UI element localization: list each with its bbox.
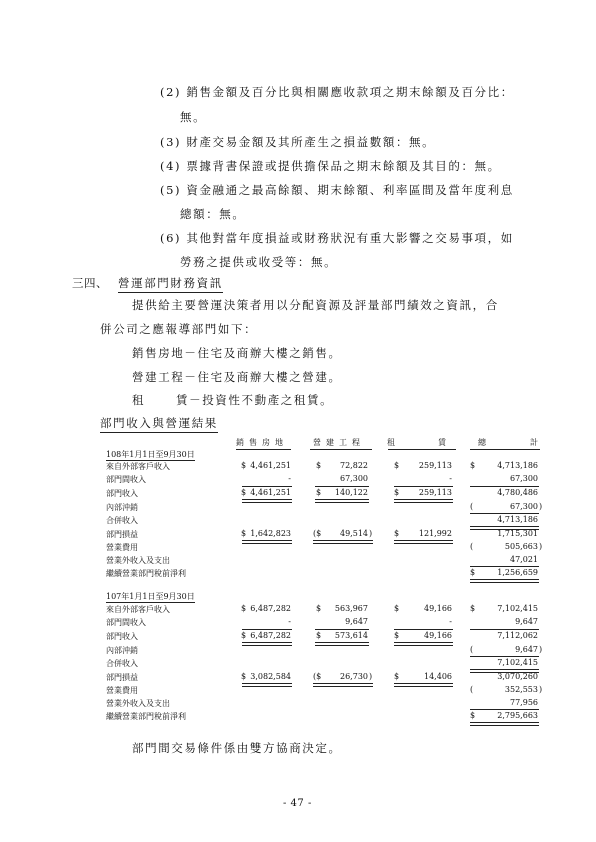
p1-total-value: 67,300	[510, 502, 538, 511]
subtotal-rule	[394, 629, 453, 630]
total-double-rule	[470, 722, 539, 726]
p1-c3-sign: $	[394, 529, 400, 538]
col-header-construction: 營建工程	[313, 438, 365, 447]
subtotal-rule	[242, 629, 292, 630]
p2-row-label: 來自外部客戶收入	[106, 605, 170, 614]
item-6-line-2: 勞務之提供或收受等：無。	[180, 255, 338, 269]
item-6-line-1: (6) 其他對當年度損益或財務狀況有重大影響之交易事項，如	[160, 231, 514, 245]
p1-c3-value: 121,992	[418, 529, 452, 538]
subtotal-rule	[242, 486, 292, 487]
p1-c2-sign: ($	[313, 529, 322, 538]
p2-row-label: 部門間收入	[106, 618, 146, 627]
p1-c1-value: -	[288, 474, 291, 483]
total-double-rule	[315, 642, 369, 646]
segment-sales: 銷售房地－住宅及商辦大樓之銷售。	[132, 346, 342, 360]
col-rule-total	[470, 449, 540, 450]
p1-c3-sign: $	[394, 461, 400, 470]
p1-row-label: 來自外部客戶收入	[106, 462, 170, 471]
p2-row-label: 部門收入	[106, 632, 138, 641]
p2-c2-sign: ($	[313, 672, 322, 681]
p1-total-sign: (	[470, 502, 474, 511]
col-rule-rent	[388, 449, 456, 450]
p1-c1-sign: $	[241, 488, 247, 497]
p2-total-value: 3,070,260	[497, 672, 538, 681]
p2-row-label: 營業費用	[106, 686, 138, 695]
col-rule-sales	[236, 449, 291, 450]
p1-total-sign: $	[470, 568, 476, 577]
col-rule-construction	[310, 449, 372, 450]
p2-row-label: 合併收入	[106, 659, 138, 668]
p2-total-sign: $	[470, 711, 476, 720]
total-double-rule	[394, 642, 453, 646]
p2-c3-value: 14,406	[424, 672, 452, 681]
item-4: (4) 票據背書保證或提供擔保品之期末餘額及其目的：無。	[160, 159, 501, 173]
item-5-line-1: (5) 資金融通之最高餘額、期末餘額、利率區間及當年度利息	[160, 183, 514, 197]
p2-c2-value: 563,967	[334, 604, 368, 613]
p2-row-label: 部門損益	[106, 673, 138, 682]
subtotal-rule	[470, 513, 539, 514]
p2-c3-value: 49,166	[424, 631, 452, 640]
subtotal-rule	[470, 629, 539, 630]
p2-total-value: 7,112,062	[497, 631, 538, 640]
intro-line-1: 提供給主要營運決策者用以分配資源及評量部門績效之資訊，合	[132, 298, 499, 312]
p1-c2-value: 72,822	[340, 461, 368, 470]
p1-total-value: 4,713,186	[497, 461, 538, 470]
p2-total-close: )	[539, 645, 543, 654]
p2-c1-value: 6,487,282	[250, 604, 291, 613]
segment-rental-b: 賃－投資性不動產之租賃。	[176, 393, 334, 407]
p1-c3-value: 259,113	[418, 488, 452, 497]
p2-c2-value: 26,730	[340, 672, 368, 681]
p1-total-sign: $	[470, 461, 476, 470]
footer-note: 部門間交易條件係由雙方協商決定。	[132, 741, 342, 755]
subtotal-rule	[470, 656, 539, 657]
p2-c1-value: 6,487,282	[250, 631, 291, 640]
p2-total-value: 77,956	[510, 698, 538, 707]
p2-row-label: 內部沖銷	[106, 646, 138, 655]
p2-total-value: 9,647	[515, 617, 538, 626]
p2-row-label: 繼續營業部門稅前淨利	[106, 712, 186, 721]
item-3: (3) 財產交易金額及其所產生之損益數額：無。	[160, 135, 436, 149]
p2-total-value: 7,102,415	[497, 658, 538, 667]
total-double-rule	[242, 499, 292, 503]
subtotal-rule	[470, 709, 539, 710]
p1-c1-value: 4,461,251	[250, 488, 291, 497]
p2-c1-value: -	[288, 617, 291, 626]
p2-c1-value: 3,082,584	[250, 672, 291, 681]
p1-c1-value: 4,461,251	[250, 461, 291, 470]
subtotal-rule	[315, 486, 369, 487]
p1-c3-value: -	[449, 474, 452, 483]
col-header-rent-2: 賃	[438, 438, 446, 447]
p2-c1-sign: $	[241, 631, 247, 640]
p1-c2-sign: $	[316, 461, 322, 470]
total-double-rule	[394, 499, 453, 503]
p1-total-close: )	[539, 542, 543, 551]
subtotal-rule	[394, 486, 453, 487]
total-double-rule	[394, 683, 453, 687]
total-double-rule	[394, 540, 453, 544]
p2-c2-sign: $	[316, 631, 322, 640]
p1-row-label: 營業費用	[106, 543, 138, 552]
p1-c3-sign: $	[394, 488, 400, 497]
p2-c3-value: -	[449, 617, 452, 626]
total-double-rule	[242, 683, 292, 687]
subtotal-rule	[470, 486, 539, 487]
col-header-total-2: 計	[530, 438, 538, 447]
p1-c1-sign: $	[241, 461, 247, 470]
page-number: - 47 -	[283, 798, 312, 809]
total-double-rule	[313, 540, 373, 544]
total-double-rule	[470, 579, 539, 583]
p1-c2-value: 67,300	[340, 474, 368, 483]
p1-row-label: 部門損益	[106, 530, 138, 539]
p2-total-close: )	[539, 685, 543, 694]
col-header-total-1: 總	[478, 438, 486, 447]
item-5-line-2: 總額：無。	[180, 207, 246, 221]
p2-c1-sign: $	[241, 672, 247, 681]
p1-row-label: 合併收入	[106, 516, 138, 525]
subtotal-rule	[470, 566, 539, 567]
p2-total-value: 7,102,415	[497, 604, 538, 613]
section-heading: 營運部門財務資訊	[118, 275, 223, 293]
period-2-label: 107年1月1日至9月30日	[106, 592, 195, 601]
section-number: 三四、	[72, 276, 108, 290]
p1-total-value: 4,780,486	[497, 488, 538, 497]
p1-c1-sign: $	[241, 529, 247, 538]
p2-total-sign: (	[470, 685, 474, 694]
p1-c2-value: 140,122	[334, 488, 368, 497]
p1-total-sign: (	[470, 542, 474, 551]
p1-total-value: 1,256,659	[497, 568, 538, 577]
results-title: 部門收入與營運結果	[100, 415, 218, 433]
p2-total-sign: (	[470, 645, 474, 654]
subtotal-rule	[315, 629, 369, 630]
p1-total-value: 1,715,301	[497, 529, 538, 538]
item-2-line-1: (2) 銷售金額及百分比與相關應收款項之期末餘額及百分比：	[160, 85, 514, 99]
p2-c3-sign: $	[394, 672, 400, 681]
p1-row-label: 部門收入	[106, 489, 138, 498]
p2-c2-sign: $	[316, 604, 322, 613]
intro-line-2: 併公司之應報導部門如下：	[100, 322, 258, 336]
col-header-sales: 銷售房地	[236, 438, 288, 447]
segment-rental-a: 租	[132, 393, 146, 407]
total-double-rule	[315, 499, 369, 503]
p1-total-close: )	[539, 502, 543, 511]
p1-total-value: 67,300	[510, 474, 538, 483]
p2-c3-value: 49,166	[424, 604, 452, 613]
p2-c2-close: )	[369, 672, 373, 681]
p1-c1-value: 1,642,823	[250, 529, 291, 538]
p1-c2-sign: $	[316, 488, 322, 497]
p1-total-value: 505,663	[504, 542, 538, 551]
p2-c2-value: 573,614	[334, 631, 368, 640]
p1-c2-close: )	[369, 529, 373, 538]
p1-row-label: 部門間收入	[106, 475, 146, 484]
total-double-rule	[242, 540, 292, 544]
item-2-line-2: 無。	[180, 110, 207, 124]
p1-total-value: 4,713,186	[497, 515, 538, 524]
p2-c3-sign: $	[394, 604, 400, 613]
p1-total-value: 47,021	[510, 555, 538, 564]
segment-construction: 營建工程－住宅及商辦大樓之營建。	[132, 370, 342, 384]
p2-total-value: 2,795,663	[497, 711, 538, 720]
p1-c3-value: 259,113	[418, 461, 452, 470]
p2-c2-value: 9,647	[345, 617, 368, 626]
p2-c3-sign: $	[394, 631, 400, 640]
p1-row-label: 內部沖銷	[106, 503, 138, 512]
total-double-rule	[313, 683, 373, 687]
col-header-rent-1: 租	[387, 438, 395, 447]
period-1-label: 108年1月1日至9月30日	[106, 450, 195, 459]
p2-c1-sign: $	[241, 604, 247, 613]
total-double-rule	[242, 642, 292, 646]
p2-total-value: 9,647	[515, 645, 538, 654]
p2-total-value: 352,553	[504, 685, 538, 694]
p1-c2-value: 49,514	[340, 529, 368, 538]
p1-row-label: 營業外收入及支出	[106, 556, 170, 565]
p2-row-label: 營業外收入及支出	[106, 699, 170, 708]
p2-total-sign: $	[470, 604, 476, 613]
p1-row-label: 繼續營業部門稅前淨利	[106, 569, 186, 578]
